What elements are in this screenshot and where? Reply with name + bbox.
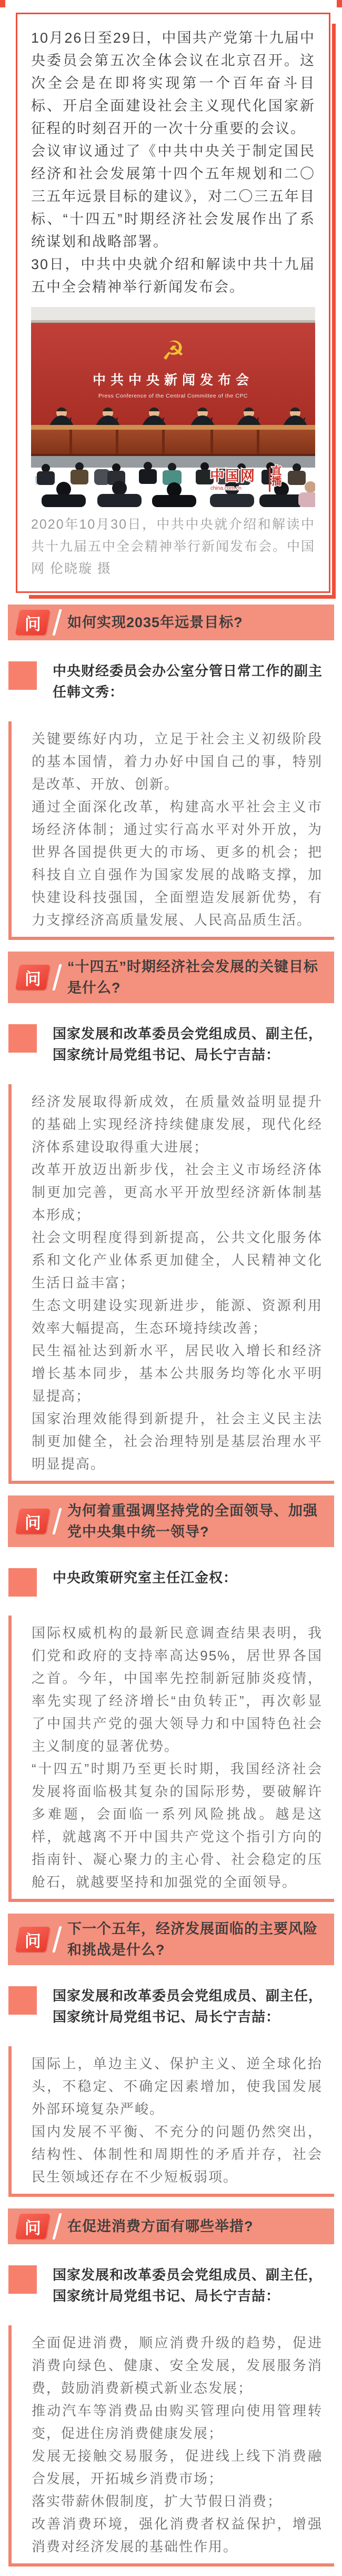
intro-text: [31, 27, 315, 299]
question-badge: [15, 2214, 50, 2239]
qa-section-5: [0, 2208, 342, 2567]
question-text: 下一个五年，经济发展面临的主要风险和挑战是什么?: [67, 1921, 318, 1958]
question-badge-label: 问: [24, 969, 41, 988]
paragraph: 全面促进消费，顺应消费升级的趋势，促进消费向绿色、健康、安全发展，发展服务消费，鼓励消费新模式新业态发展；: [32, 2335, 323, 2396]
speaker-name: 国家发展和改革委员会党组成员、副主任，国家统计局党组书记、局长宁吉喆：: [53, 2267, 323, 2304]
paragraph: 10月26日至29日，中国共产党第十九届中央委员会第五次全体会议在北京召开。这次全会是在即将实现第一个百年奋斗目标、开启全面建设社会主义现代化国家新征程的时刻召开的一次十分重要的会议。: [31, 30, 315, 136]
answer-block: [8, 2325, 334, 2567]
paragraph: 改善消费环境，强化消费者权益保护，增强消费对经济发展的基础性作用。: [32, 2516, 323, 2554]
china-net-watermark: [210, 464, 281, 492]
photo-caption: [31, 513, 315, 580]
speaker-row: [8, 1023, 334, 1065]
question-text: 如何实现2035年远景目标?: [67, 615, 243, 630]
paragraph: 国内发展不平衡、不充分的问题仍然突出，结构性、体制性和周期性的矛盾并存，社会民生领域还存在不少短板弱项。: [32, 2124, 323, 2185]
paragraph: “十四五”时期乃至更长时期，我国经济社会发展将面临极其复杂的国际形势，要破解许多难题，会面临一系列风险挑战。越是这样，就越离不开中国共产党这个指引方向的指南针、凝心聚力的主心骨、社会稳定的压舱石，就越要坚持和加强党的全面领导。: [32, 1761, 323, 1890]
paragraph: 发展无接触交易服务，促进线上线下消费融合发展，开拓城乡消费市场；: [32, 2448, 323, 2486]
qa-section-1: [0, 605, 342, 940]
question-text: 为何着重强调坚持党的全面领导、加强党中央集中统一领导?: [67, 1503, 318, 1540]
qa-section-4: [0, 1914, 342, 2197]
speaker-bullet: [8, 661, 37, 690]
paragraph: 会议审议通过了《中共中央关于制定国民经济和社会发展第十四个五年规划和二〇三五年远景目标的建议》，对二〇三五年目标、“十四五”时期经济社会发展作出了系统谋划和战略部署。: [31, 143, 315, 250]
speaker-row: [8, 1985, 334, 2027]
watermark-domain: china.com.cn: [210, 486, 242, 491]
paragraph: 关键要练好内功，立足于社会主义初级阶段的基本国情，着力办好中国自己的事，特别是改革、开放、创新。: [32, 731, 323, 792]
question-text: 在促进消费方面有哪些举措?: [67, 2218, 254, 2234]
speaker-bullet: [8, 1024, 37, 1053]
question-badge: [15, 610, 50, 635]
question-badge: [15, 1509, 50, 1534]
slash-divider-icon: [52, 1926, 62, 1953]
slash-divider-icon: [52, 964, 62, 990]
photo-banner-title-en: Press Conference of the Central Committee of the CPC: [98, 393, 248, 399]
paragraph: 改革开放迈出新步伐，社会主义市场经济体制更加完善，更高水平开放型经济新体制基本形成；: [32, 1162, 323, 1223]
paragraph: 落实带薪休假制度，扩大节假日消费；: [32, 2493, 283, 2509]
question-badge-label: 问: [24, 2218, 41, 2237]
speaker-name: 国家发展和改革委员会党组成员、副主任，国家统计局党组书记、局长宁吉喆：: [53, 1026, 323, 1063]
slash-divider-icon: [52, 1508, 62, 1534]
question-badge-label: 问: [24, 1931, 41, 1950]
question-text: “十四五”时期经济社会发展的关键目标是什么?: [67, 959, 318, 996]
paragraph: 民生福祉达到新水平，居民收入增长和经济增长基本同步，基本公共服务均等化水平明显提高；: [32, 1343, 323, 1404]
speaker-bullet: [8, 1568, 37, 1597]
question-badge: [15, 1927, 50, 1952]
paragraph: 推动汽车等消费品由购买管理向使用管理转变，促进住房消费健康发展；: [32, 2403, 323, 2441]
answer-block: [8, 2046, 334, 2197]
speaker-name: 国家发展和改革委员会党组成员、副主任，国家统计局党组书记、局长宁吉喆：: [53, 1988, 323, 2025]
paragraph: 社会文明程度得到新提高，公共文化服务体系和文化产业体系更加健全，人民精神文化生活日益丰富；: [32, 1230, 323, 1291]
speaker-name: 中央财经委员会办公室分管日常工作的副主任韩文秀：: [53, 663, 323, 700]
speaker-bullet: [8, 2265, 37, 2294]
paragraph: 30日，中共中央就介绍和解读中共十九届五中全会精神举行新闻发布会。: [31, 256, 315, 295]
paragraph: 经济发展取得新成效，在质量效益明显提升的基础上实现经济持续健康发展，现代化经济体系建设取得重大进展；: [32, 1094, 323, 1155]
top-right-corner-mark: [337, 0, 342, 7]
question-badge-label: 问: [24, 615, 41, 633]
question-bar: [8, 2208, 334, 2244]
paragraph: 通过全面深化改革，构建高水平社会主义市场经济体制；通过实行高水平对外开放，为世界各国提供更大的市场、更多的机会；把科技自立自强作为国家发展的战略支撑，加快建设科技强国，全面塑造发展新优势，有力支撑经济高质量发展、人民高品质生活。: [32, 799, 323, 928]
speaker-row: [8, 1567, 334, 1597]
question-badge-label: 问: [24, 1513, 41, 1532]
question-bar: [8, 605, 334, 640]
speaker-name: 中央政策研究室主任江金权：: [53, 1570, 238, 1586]
top-left-corner-mark: [0, 0, 5, 7]
watermark-brand: 中国网: [210, 468, 256, 484]
question-bar: [8, 1495, 334, 1547]
paragraph: 国际上，单边主义、保护主义、逆全球化抬头，不稳定、不确定因素增加，使我国发展外部环境复杂严峻。: [32, 2056, 323, 2117]
watermark-live-label: 直播: [269, 465, 281, 486]
rostrum-desk: [31, 425, 315, 456]
photo-ceiling: [31, 307, 315, 321]
slash-divider-icon: [52, 2213, 62, 2240]
question-bar: [8, 1914, 334, 1965]
party-emblem-icon: ☭: [161, 336, 185, 365]
photo-banner-title-cn: 中共中央新闻发布会: [92, 373, 254, 388]
photo-caption-text: 2020年10月30日，中共中央就介绍和解读中共十九届五中全会精神举行新闻发布会。中国网 伦晓璇 摄: [31, 517, 316, 576]
question-badge: [15, 965, 50, 990]
slash-divider-icon: [52, 609, 62, 636]
press-conference-photo: [31, 307, 315, 507]
paragraph: 国际权威机构的最新民意调查结果表明，我们党和政府的支持率高达95%，居世界各国之首。今年，中国率先控制新冠肺炎疫情，率先实现了经济增长“由负转正”，再次彰显了中国共产党的强大领导力和中国特色社会主义制度的显著优势。: [32, 1625, 323, 1754]
qa-section-2: [0, 952, 342, 1484]
speaker-row: [8, 660, 334, 702]
speaker-row: [8, 2264, 334, 2306]
answer-block: [8, 721, 334, 940]
speaker-bullet: [8, 1986, 37, 2015]
paragraph: 生态文明建设实现新进步，能源、资源利用效率大幅提高，生态环境持续改善；: [32, 1297, 323, 1336]
paragraph: 国家治理效能得到新提升，社会主义民主法制更加健全，社会治理特别是基层治理水平明显提高。: [32, 1411, 323, 1472]
answer-block: [8, 1084, 334, 1484]
question-bar: [8, 952, 334, 1003]
answer-block: [8, 1616, 334, 1902]
intro-card: [16, 13, 330, 593]
qa-section-3: [0, 1495, 342, 1902]
